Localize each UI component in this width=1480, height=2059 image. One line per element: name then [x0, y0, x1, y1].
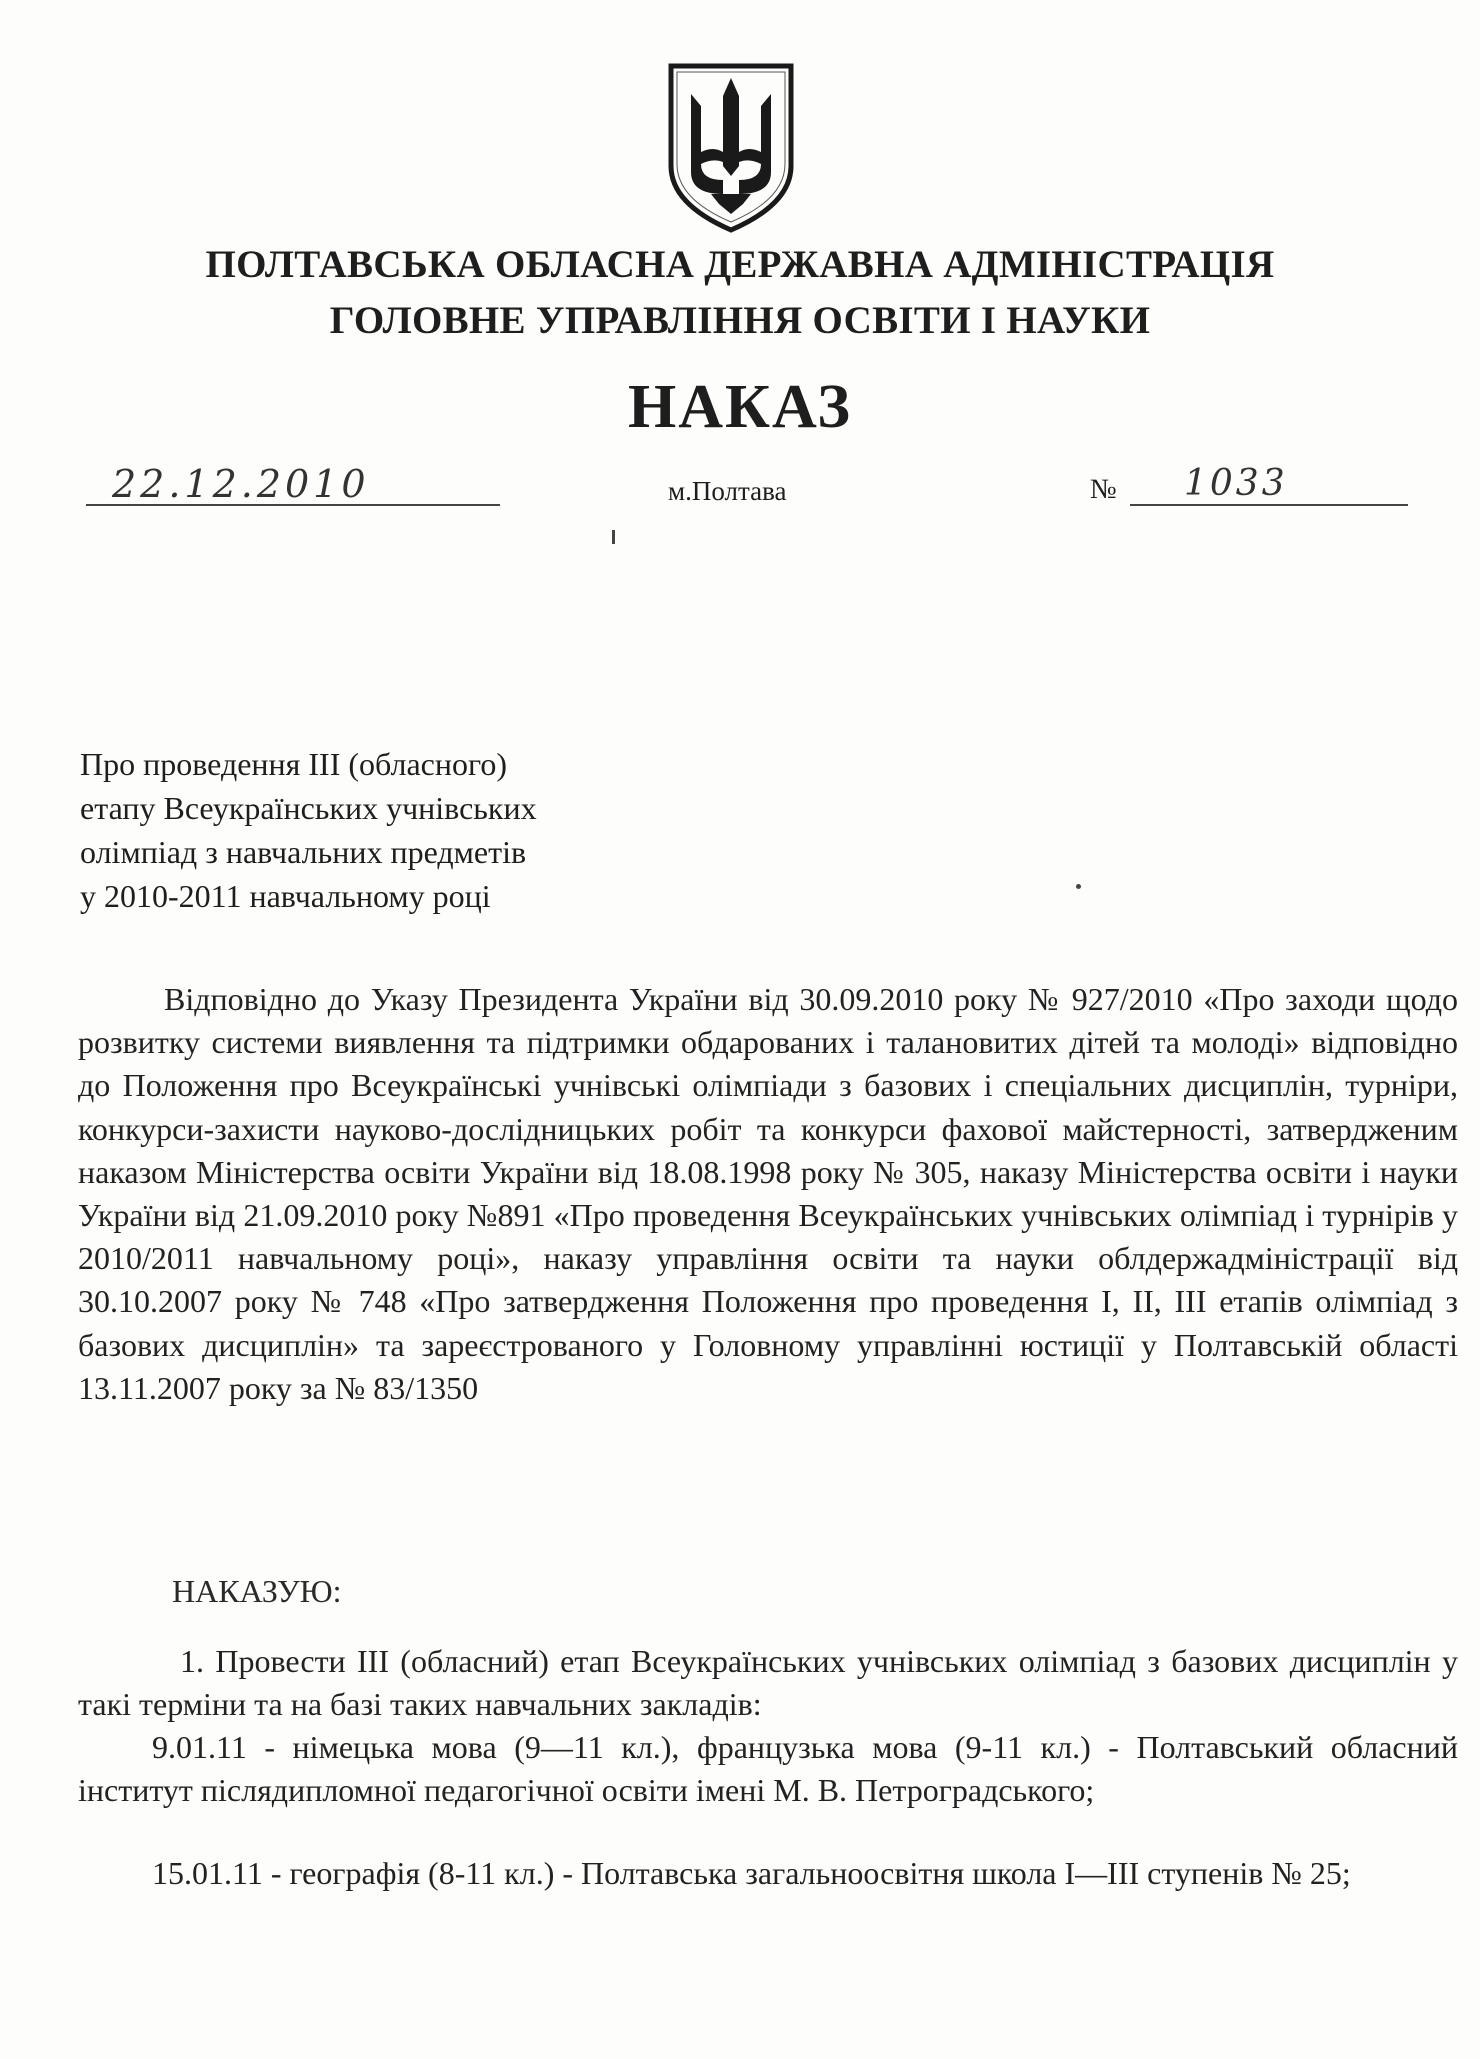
- order-item: 15.01.11 - географія (8-11 кл.) - Полтавська загальноосвітня школа І—ІІІ ступенів № 25;: [152, 1855, 1351, 1891]
- order-heading: НАКАЗУЮ:: [172, 1573, 342, 1609]
- order-item: 1. Провести ІІІ (обласний) етап Всеукраїнських учнівських олімпіад з базових дисциплін у такі терміни та на базі таких навчальних закладів:: [78, 1643, 1458, 1723]
- subject-line: етапу Всеукраїнських учнівських: [80, 790, 537, 826]
- org-name-line1: ПОЛТАВСЬКА ОБЛАСНА ДЕРЖАВНА АДМІНІСТРАЦІЯ: [205, 243, 1275, 286]
- document-title: НАКАЗ: [628, 373, 852, 441]
- scan-mark: [612, 530, 615, 544]
- order-item: 9.01.11 - німецька мова (9—11 кл.), французька мова (9-11 кл.) - Полтавський обласний інститут післядипломної педагогічної освіти імені М. В. Петроградського;: [78, 1729, 1458, 1809]
- number-label: №: [1090, 474, 1117, 505]
- subject-line: олімпіад з навчальних предметів: [80, 834, 527, 870]
- handwritten-number: 1033: [1130, 462, 1408, 506]
- org-name-line2: ГОЛОВНЕ УПРАВЛІННЯ ОСВІТИ І НАУКИ: [329, 299, 1151, 342]
- city-label: м.Полтава: [668, 476, 787, 506]
- coat-of-arms-icon: [661, 54, 801, 234]
- subject-line: у 2010-2011 навчальному році: [80, 878, 491, 914]
- handwritten-date: 22.12.2010: [86, 462, 500, 506]
- scan-dot: [1076, 884, 1081, 889]
- preamble-paragraph: Відповідно до Указу Президента України від 30.09.2010 року № 927/2010 «Про заходи щодо розвитку системи виявлення та підтримки обдарованих і талановитих дітей та молоді» відповідно до Положення про Всеукраїнські учнівські олімпіади з базових і спеціальних дисциплін, турніри, конкурси-захисти науково-дослідницьких робіт та конкурси фахової майстерності, затвердженим наказом Міністерства освіти України від 18.08.1998 року № 305, наказу Міністерства освіти і науки України від 21.09.2010 року №891 «Про проведення Всеукраїнських учнівських олімпіад і турнірів у 2010/2011 навчальному році», наказу управління освіти та науки облдержадміністрації від 30.10.2007 року № 748 «Про затвердження Положення про проведення І, ІІ, ІІІ етапів олімпіад з базових дисциплін» та зареєстрованого у Головному управлінні юстиції у Полтавській області 13.11.2007 року за № 83/1350: [78, 981, 1458, 1406]
- subject-block: [80, 742, 700, 918]
- subject-line: Про проведення ІІІ (обласного): [80, 746, 507, 782]
